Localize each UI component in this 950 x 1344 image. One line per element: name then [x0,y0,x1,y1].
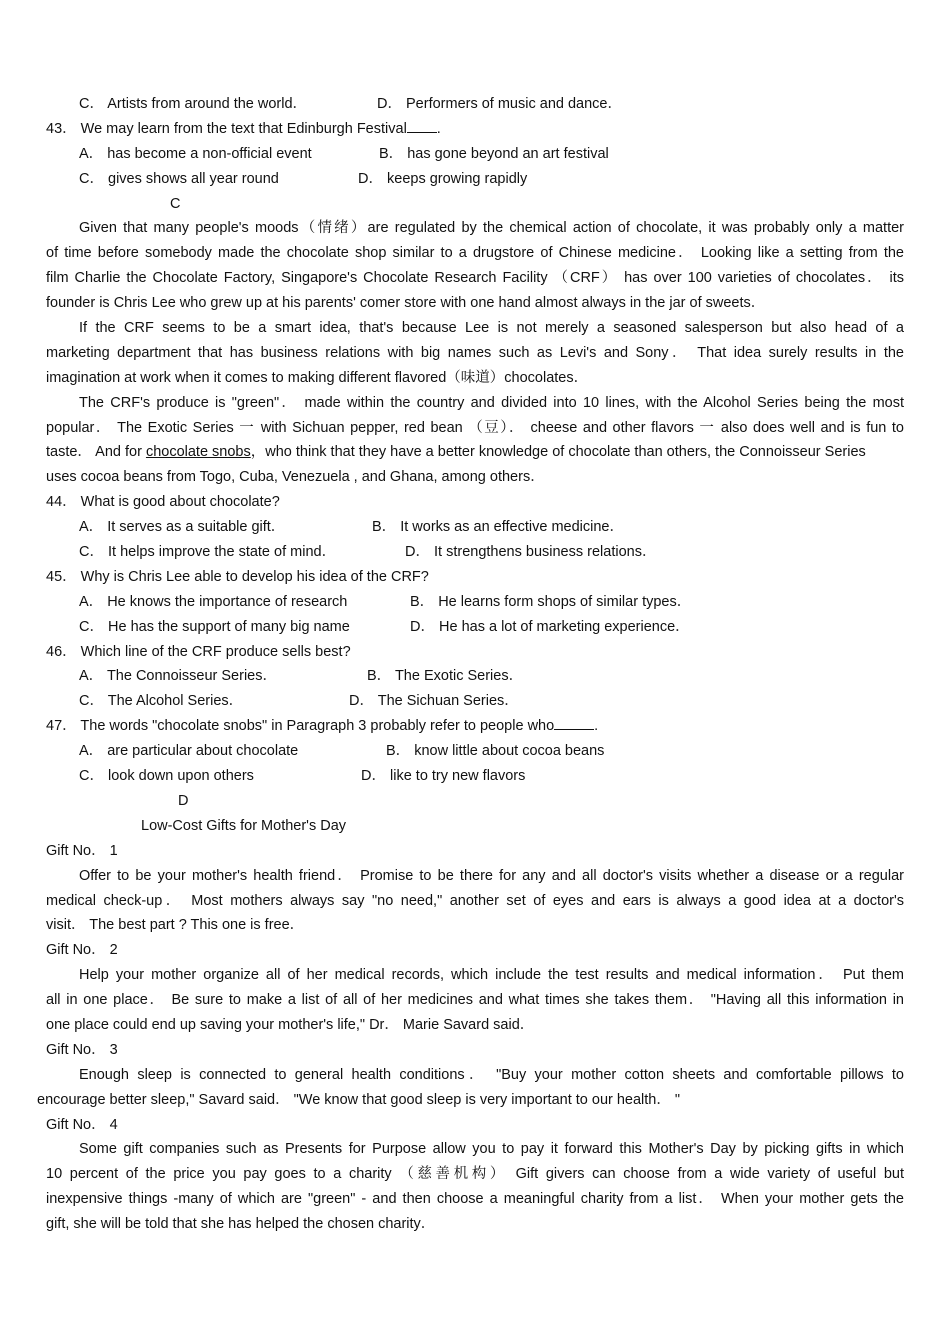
q47-options-ab [0,739,950,764]
gift-heading [0,839,950,864]
paragraph-line [0,963,950,988]
q46-option-c: C． The Alcohol Series． [79,693,244,710]
q42-option-d: D． Performers of music and dance． [377,96,622,112]
q47-stem-end: . [594,718,599,735]
gift-heading [0,938,950,963]
q43-option-d: D． keeps growing rapidly [358,170,528,187]
answer-blank [554,715,594,730]
section-c-heading [0,192,950,217]
text-line: If the CRF seems to be a smart idea, that's because Lee is not merely a seasoned salesperson but also head of a [79,320,904,337]
paragraph-line [0,864,950,889]
text-line: medical check-up． Most mothers always say "no need," another set of eyes and ears is always a good idea at a doctor's [46,892,904,909]
q46-options-ab [0,664,950,689]
paragraph-line [0,341,950,366]
q46-stem [0,640,950,665]
section-d-title-line [0,814,950,839]
text-line: Given that many people's moods（情绪）are regulated by the chemical action of chocolate, it was probably only a matter [79,220,904,237]
text-line: of time before somebody made the chocolate shop similar to a drugstore of Chinese medicine． Looking like a setting from the [46,245,904,262]
q47-stem-text: 47． The words "chocolate snobs" in Paragraph 3 probably refer to people who [46,718,555,735]
paragraph-line [0,889,950,914]
text-line: encourage better sleep," Savard said． "We know that good sleep is very important to our health． " [37,1091,681,1108]
q42-option-c: C． Artists from around the world． [79,96,308,112]
q44-stem-text: 44． What is good about chocolate? [46,494,280,511]
paragraph-line [0,216,950,241]
paragraph-line [0,1137,950,1162]
q45-option-d: D． He has a lot of marketing experience． [410,618,690,635]
q45-stem [0,565,950,590]
text-line: Some gift companies such as Presents for Purpose allow you to pay it forward this Mother's Day by picking gifts in which [79,1141,904,1158]
paragraph-line [0,416,950,441]
text-line: marketing department that has business relations with big names such as Levi's and Sony． That idea surely results in the [46,344,904,361]
exam-page [0,92,950,1237]
q45-options-ab [0,590,950,615]
paragraph-line [0,1063,950,1088]
text-line: Help your mother organize all of her medical records, which include the test results and medical information． Put them [79,967,904,984]
q42-options-cd [0,92,950,117]
gift-heading [0,1113,950,1138]
text-line: founder is Chris Lee who grew up at his parents' comer store with one hand almost always in the jar of sweets． [46,295,766,312]
q45-option-c: C． He has the support of many big name [79,618,350,635]
q43-option-a: A． has become a non-official event [79,145,312,162]
text-line [46,440,904,465]
q43-option-c: C． gives shows all year round [79,170,279,187]
gift-1-label: Gift No． 1 [46,842,118,859]
gift-4-label: Gift No． 4 [46,1116,118,1133]
q47-option-c: C． look down upon others [79,768,254,785]
q43-options-ab [0,142,950,167]
q44-option-b: B． It works as an effective medicine． [372,519,624,536]
paragraph-line [0,1212,950,1237]
text-line: all in one place． Be sure to make a list of all of her medicines and what times she takes them． "Having all this information in [46,992,904,1009]
q44-stem [0,490,950,515]
q44-option-d: D． It strengthens business relations． [405,544,657,561]
q44-options-ab [0,515,950,540]
paragraph-line [0,913,950,938]
section-d-label: D [178,792,189,809]
gift-heading [0,1038,950,1063]
q47-options-cd [0,764,950,789]
paragraph-line [0,241,950,266]
paragraph-line [0,391,950,416]
q43-stem-end: . [436,120,441,137]
paragraph-line [0,316,950,341]
text-line: one place could end up saving your mother's life," Dr． Marie Savard said． [46,1016,535,1033]
q46-stem-text: 46． Which line of the CRF produce sells best? [46,643,351,660]
q43-option-b: B． has gone beyond an art festival [379,145,609,162]
paragraph-line [0,366,950,391]
text-line: The CRF's produce is "green"． made within the country and divided into 10 lines, with the Alcohol Series being the most [79,394,904,411]
q47-option-d: D． like to try new flavors [361,768,526,785]
paragraph-line [0,291,950,316]
text-line: gift, she will be told that she has helped the chosen charity． [46,1216,436,1233]
paragraph-line [0,1187,950,1212]
q46-option-b: B． The Exotic Series． [367,668,524,685]
text-line: Enough sleep is connected to general health conditions． "Buy your mother cotton sheets and comfortable pillows to [79,1066,904,1083]
text-line: 10 percent of the price you pay goes to a charity （慈善机构） Gift givers can choose from a wide variety of useful but [46,1166,904,1183]
text-line: uses cocoa beans from Togo, Cuba, Venezuela , and Ghana, among others． [46,469,545,486]
q47-option-b: B． know little about cocoa beans [386,743,605,760]
section-d-heading [0,789,950,814]
section-c-label: C [170,195,181,212]
paragraph-line [0,465,950,490]
paragraph-line [0,1088,950,1113]
paragraph-line [0,266,950,291]
q47-stem [0,714,950,739]
q44-options-cd [0,540,950,565]
paragraph-line [0,1013,950,1038]
text-line: visit． The best part ? This one is free． [46,917,305,934]
paragraph-line [0,440,950,465]
q44-option-a: A． It serves as a suitable gift． [79,519,286,536]
article-title: Low-Cost Gifts for Mother's Day [141,817,347,834]
text-line: inexpensive things -many of which are "green" - and then choose a meaningful charity from a list． When your mother gets the [46,1191,904,1208]
text-line: film Charlie the Chocolate Factory, Singapore's Chocolate Research Facility （CRF） has over 100 varieties of chocolates． its [46,270,904,287]
underlined-term: chocolate snobs [145,444,251,461]
text-line: Offer to be your mother's health friend． Promise to be there for any and all doctor's visits whether a disease or a regular [79,867,904,884]
gift-2-label: Gift No． 2 [46,942,118,959]
q43-stem [0,117,950,142]
paragraph-line [0,988,950,1013]
q45-option-b: B． He learns form shops of similar types． [410,593,692,610]
text-line: popular． The Exotic Series 一 with Sichuan pepper, red bean （豆）． cheese and other flavors 一 also does well and is fun to [46,419,904,436]
q43-stem-text: 43． We may learn from the text that Edinburgh Festival [46,120,407,137]
text-fragment: ，who think that they have a better knowledge of chocolate than others, the Connoisseur Series [250,444,866,461]
paragraph-line [0,1162,950,1187]
text-line: imagination at work when it comes to making different flavored（味道）chocolates． [46,369,589,386]
gift-3-label: Gift No． 3 [46,1041,118,1058]
answer-blank [407,118,437,133]
q46-option-d: D． The Sichuan Series． [349,693,519,710]
q47-option-a: A． are particular about chocolate [79,743,299,760]
q43-options-cd [0,167,950,192]
q45-options-cd [0,615,950,640]
text-fragment: taste． And for [46,444,146,461]
q45-stem-text: 45． Why is Chris Lee able to develop his idea of the CRF? [46,568,429,585]
q46-option-a: A． The Connoisseur Series． [79,668,277,685]
q44-option-c: C． It helps improve the state of mind． [79,544,337,561]
q45-option-a: A． He knows the importance of research [79,593,348,610]
q46-options-cd [0,689,950,714]
